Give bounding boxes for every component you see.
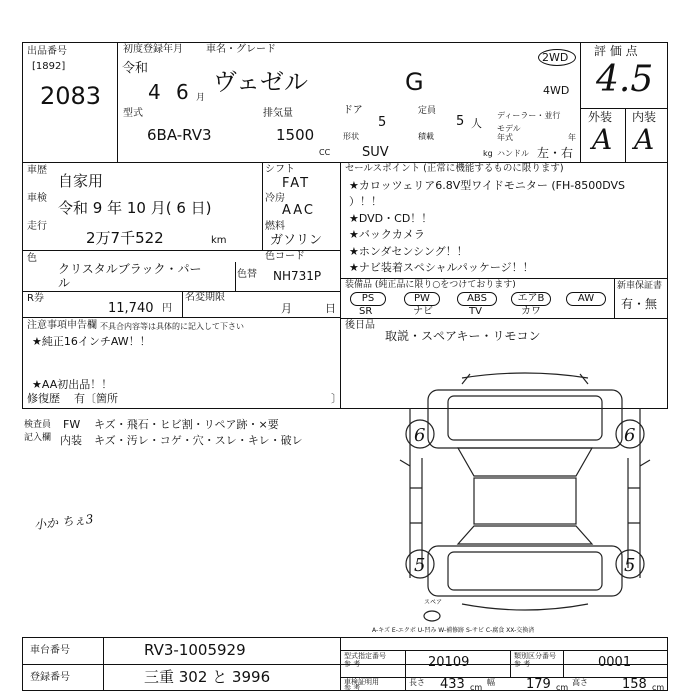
reg-month: 6 [176, 80, 189, 104]
legend-line-1: キズ・飛石・ヒビ割・リペア跡・×要 [94, 418, 279, 431]
legend-line-2: キズ・汚レ・コゲ・穴・スレ・キレ・破レ [94, 434, 303, 447]
inspector-signature: 小か ちぇ3 [33, 511, 95, 533]
load-label: 積載 [418, 132, 434, 141]
drive-4wd: 4WD [543, 84, 570, 97]
kg-unit: kg [483, 149, 493, 158]
first-reg-label: 初度登録年月 [123, 44, 183, 55]
plate-value: 三重 302 と 3996 [144, 668, 271, 686]
sheet-frame [22, 42, 668, 409]
doors-value: 5 [378, 115, 387, 130]
name-change-label: 名変期限 [185, 292, 225, 303]
km-unit: km [211, 235, 227, 246]
tire-mark-front-right: 6 [624, 425, 636, 446]
tire-mark-rear-left: 5 [414, 555, 426, 576]
model-label: 型式 [123, 108, 143, 119]
exterior-label: 外装 [588, 110, 613, 124]
name-grade-label: 車名・グレード [206, 44, 276, 55]
ac-value: AAC [282, 203, 315, 218]
displacement-value: 1500 [276, 126, 315, 144]
person-unit: 人 [471, 117, 482, 130]
length-value: 433 [440, 677, 465, 692]
fuel-value: ガソリン [270, 233, 323, 248]
score-value: 4.5 [596, 59, 654, 100]
model-value: 6BA-RV3 [147, 126, 212, 144]
score-label: 評 価 点 [594, 44, 638, 58]
notes-label: 注意事項申告欄 [27, 320, 97, 331]
shape-label: 形状 [343, 132, 359, 141]
drive-2wd: 2WD [542, 51, 569, 64]
equip-navi: ナビ [413, 306, 433, 317]
cc-unit: CC [319, 148, 331, 157]
ac-label: 冷房 [265, 193, 285, 204]
recycle-label: R券 [27, 293, 44, 304]
equip-tv: TV [469, 306, 482, 317]
height-unit: cm [652, 683, 665, 692]
width-unit: cm [556, 683, 569, 692]
notes-line-4: ★AA初出品！！ [32, 378, 113, 391]
lot-label: 出品番号 [27, 46, 67, 57]
category-label: 類別区分番号 参 考 [514, 652, 556, 668]
reg-era: 令和 [122, 61, 149, 76]
dealer-label: ディーラー・並行 [497, 111, 561, 120]
usage-value: 自家用 [58, 172, 104, 190]
car-damage-diagram [390, 368, 660, 630]
after-value: 取説・スペアキー・リモコン [385, 329, 541, 343]
interior-grade: A [634, 123, 655, 156]
width-value: 179 [526, 677, 551, 692]
equip-aw: AW [566, 292, 606, 306]
damage-code-legend: A-キズ E-エクボ U-凹み W-補修跡 S-サビ C-腐食 XX-交換済 [372, 627, 535, 634]
tire-mark-front-left: 6 [414, 425, 426, 446]
chassis-label: 車台番号 [30, 645, 70, 656]
height-label: 高さ [572, 678, 588, 687]
doors-label: ドア [343, 105, 363, 116]
color-label: 色 [27, 253, 37, 264]
sales-title: セールスポイント (正常に機能するものに限ります) [345, 163, 564, 174]
warranty-label: 新車保証書 [617, 281, 663, 291]
chassis-value: RV3-1005929 [144, 641, 246, 659]
displacement-label: 排気量 [263, 108, 293, 119]
color-value: クリスタルブラック・パー ル [58, 262, 202, 290]
inspection-label: 車検 [27, 193, 47, 204]
shift-label: シフト [265, 164, 295, 175]
mileage-value: 2万7千522 [86, 229, 164, 247]
sales-line-3: ★DVD・CD！！ [349, 212, 433, 225]
repair-close: 〕 [331, 392, 342, 405]
color-code-label: 色コード [265, 251, 305, 262]
cert-label: 車検証明用 参 考 [344, 678, 379, 692]
equipment-label: 装備品 (純正品に限り○をつけております) [345, 280, 516, 290]
type-designation-value: 20109 [428, 655, 470, 670]
capacity-value: 5 [456, 114, 465, 129]
shape-value: SUV [362, 145, 389, 160]
length-label: 長さ [409, 678, 425, 687]
sales-line-2: ）！！ [349, 195, 382, 208]
equip-sr: SR [359, 306, 373, 317]
spare-label: スペア [424, 599, 443, 606]
warranty-value: 有・無 [621, 297, 658, 311]
yen-unit: 円 [162, 303, 172, 314]
sales-line-5: ★ホンダセンシング！！ [349, 245, 468, 258]
plate-label: 登録番号 [30, 672, 70, 683]
year-unit: 年 [568, 133, 576, 142]
legend-int: 内装 [60, 434, 82, 447]
inspection-value: 令和 9 年 10 月( 6 日) [58, 199, 212, 217]
car-grade: G [405, 68, 424, 96]
equip-ps: PS [350, 292, 386, 306]
interior-label: 内装 [632, 110, 657, 124]
sales-line-1: ★カロッツェリア6.8V型ワイドモニター (FH-8500DVS [349, 179, 626, 192]
month-unit: 月 [196, 93, 206, 103]
month-label: 月 [281, 302, 292, 315]
legend-label-2: 記入欄 [24, 433, 52, 443]
width-label: 幅 [487, 678, 495, 687]
repair-value: 有〔箇所 [74, 392, 118, 405]
capacity-label: 定員 [418, 106, 437, 116]
type-designation-label: 型式指定番号 参 考 [344, 652, 386, 668]
category-value: 0001 [598, 655, 632, 670]
handle-label: ハンドル [497, 149, 529, 158]
equip-airbag: エアB [511, 292, 551, 306]
fuel-label: 燃料 [265, 221, 285, 232]
lot-number: 2083 [40, 82, 102, 110]
color-change-label: 色替 [237, 269, 257, 280]
height-value: 158 [622, 677, 647, 692]
handle-value: 左・右 [537, 146, 574, 160]
exterior-grade: A [592, 123, 613, 156]
day-label: 日 [325, 302, 336, 315]
reg-year: 4 [148, 80, 161, 104]
sales-line-6: ★ナビ装着スペシャルパッケージ！！ [349, 261, 534, 274]
usage-label: 車歴 [27, 165, 47, 176]
notes-line-1: ★純正16インチAW！！ [32, 335, 151, 348]
lot-sub: [1892] [32, 61, 66, 72]
sales-line-4: ★バックカメラ [349, 228, 425, 241]
mileage-label: 走行 [27, 221, 47, 232]
recycle-value: 11,740 [108, 301, 154, 316]
model-year-label: モデル 年式 [497, 124, 521, 142]
equip-leather: カワ [521, 306, 541, 317]
notes-sub: 不具合内容等は具体的に記入して下さい [100, 322, 244, 331]
car-name: ヴェゼル [213, 68, 309, 96]
length-unit: cm [470, 683, 483, 692]
equip-abs: ABS [457, 292, 497, 306]
legend-fw: FW [63, 418, 81, 431]
tire-mark-rear-right: 5 [624, 555, 636, 576]
equip-pw: PW [404, 292, 440, 306]
legend-label-1: 検査員 [24, 420, 52, 430]
color-code-value: NH731P [273, 269, 322, 283]
repair-label: 修復歴 [27, 392, 60, 405]
shift-value: FAT [282, 176, 311, 191]
after-label: 後日品 [345, 320, 375, 331]
